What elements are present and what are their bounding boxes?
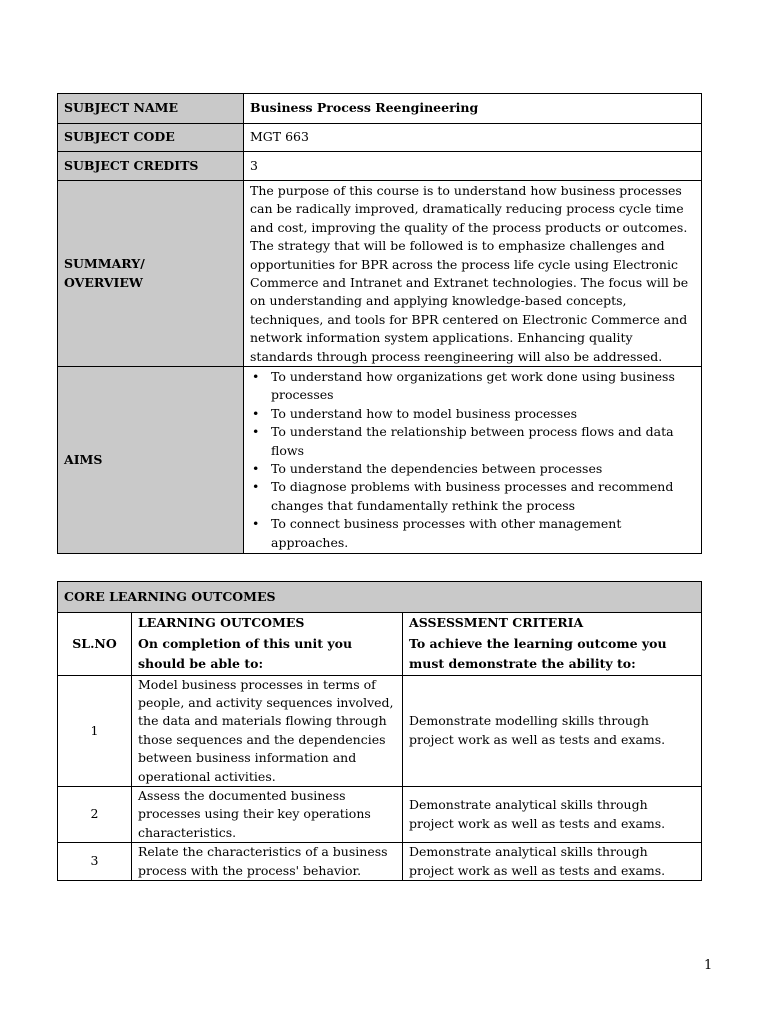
bullet-icon: • xyxy=(252,405,260,421)
row-number: 2 xyxy=(58,786,132,842)
learning-outcomes-header xyxy=(132,613,403,676)
bullet-icon: • xyxy=(252,479,260,495)
subject-name-row xyxy=(58,94,702,124)
summary-label-line1: SUMMARY/ xyxy=(64,256,145,272)
table-row xyxy=(58,675,702,786)
row-number: 1 xyxy=(58,675,132,786)
aims-item: • To understand the relationship between process flows and data flows xyxy=(252,424,674,458)
learning-outcomes-table xyxy=(57,581,702,881)
subject-code-value: MGT 663 xyxy=(244,124,702,152)
core-outcomes-title: CORE LEARNING OUTCOMES xyxy=(58,582,702,613)
assessment-criterion: Demonstrate analytical skills through project work as well as tests and exams. xyxy=(403,843,702,881)
assessment-criteria-header-line1: ASSESSMENT CRITERIA xyxy=(409,615,584,630)
bullet-icon: • xyxy=(252,369,260,385)
subject-credits-value: 3 xyxy=(244,152,702,181)
learning-outcome: Assess the documented business processes using their key operations characteristics. xyxy=(132,786,403,842)
learning-outcome: Relate the characteristics of a business process with the process' behavior. xyxy=(132,843,403,881)
aims-item: • To understand the dependencies between processes xyxy=(250,460,695,478)
table-row xyxy=(58,786,702,842)
bullet-icon: • xyxy=(252,461,260,477)
aims-row xyxy=(58,367,702,554)
aims-item: • To understand how to model business processes xyxy=(250,405,695,423)
assessment-criteria-header-line2: To achieve the learning outcome you must demonstrate the ability to: xyxy=(409,635,667,671)
learning-outcomes-header-line1: LEARNING OUTCOMES xyxy=(138,615,305,630)
subject-name-value: Business Process Reengineering xyxy=(244,94,702,124)
aims-cell xyxy=(244,367,702,554)
subject-info-table xyxy=(57,93,702,554)
column-header-row xyxy=(58,613,702,676)
subject-code-row xyxy=(58,124,702,152)
slno-header: SL.NO xyxy=(58,613,132,676)
summary-label-line2: OVERVIEW xyxy=(64,274,143,290)
aims-label: AIMS xyxy=(58,367,244,554)
subject-code-label: SUBJECT CODE xyxy=(58,124,244,152)
summary-label xyxy=(58,181,244,367)
learning-outcomes-header-line2: On completion of this unit you should be able to: xyxy=(138,635,353,671)
subject-credits-row xyxy=(58,152,702,181)
subject-name-label: SUBJECT NAME xyxy=(58,94,244,124)
summary-row xyxy=(58,181,702,367)
subject-credits-label: SUBJECT CREDITS xyxy=(58,152,244,181)
bullet-icon: • xyxy=(252,424,260,440)
assessment-criteria-header xyxy=(403,613,702,676)
assessment-criterion: Demonstrate analytical skills through project work as well as tests and exams. xyxy=(403,786,702,842)
assessment-criterion: Demonstrate modelling skills through project work as well as tests and exams. xyxy=(403,675,702,786)
aims-item: • To understand how organizations get work done using business processes xyxy=(252,369,675,403)
table-row xyxy=(58,843,702,881)
summary-text: The purpose of this course is to understand how business processes can be radically improved, dramatically reducing process cycle time and cost, improving the quality of the process products or outcomes. The strategy that will be followed is to emphasize challenges and opportunities for BPR across the process life cycle using Electronic Commerce and Intranet and Extranet technologies. The focus will be on understanding and applying knowledge-based concepts, techniques, and tools for BPR centered on Electronic Commerce and network information system applications. Enhancing quality standards through process reengineering will also be addressed. xyxy=(244,181,702,367)
aims-list xyxy=(250,368,695,552)
aims-item: • To connect business processes with other management approaches. xyxy=(252,516,622,550)
bullet-icon: • xyxy=(252,516,260,532)
aims-item: • To diagnose problems with business processes and recommend changes that fundamentally rethink the process xyxy=(252,479,674,513)
row-number: 3 xyxy=(58,843,132,881)
core-outcomes-header-row xyxy=(58,582,702,613)
learning-outcome: Model business processes in terms of people, and activity sequences involved, the data and materials flowing through those sequences and the dependencies between business information and operational activities. xyxy=(132,675,403,786)
page-number: 1 xyxy=(704,958,713,973)
